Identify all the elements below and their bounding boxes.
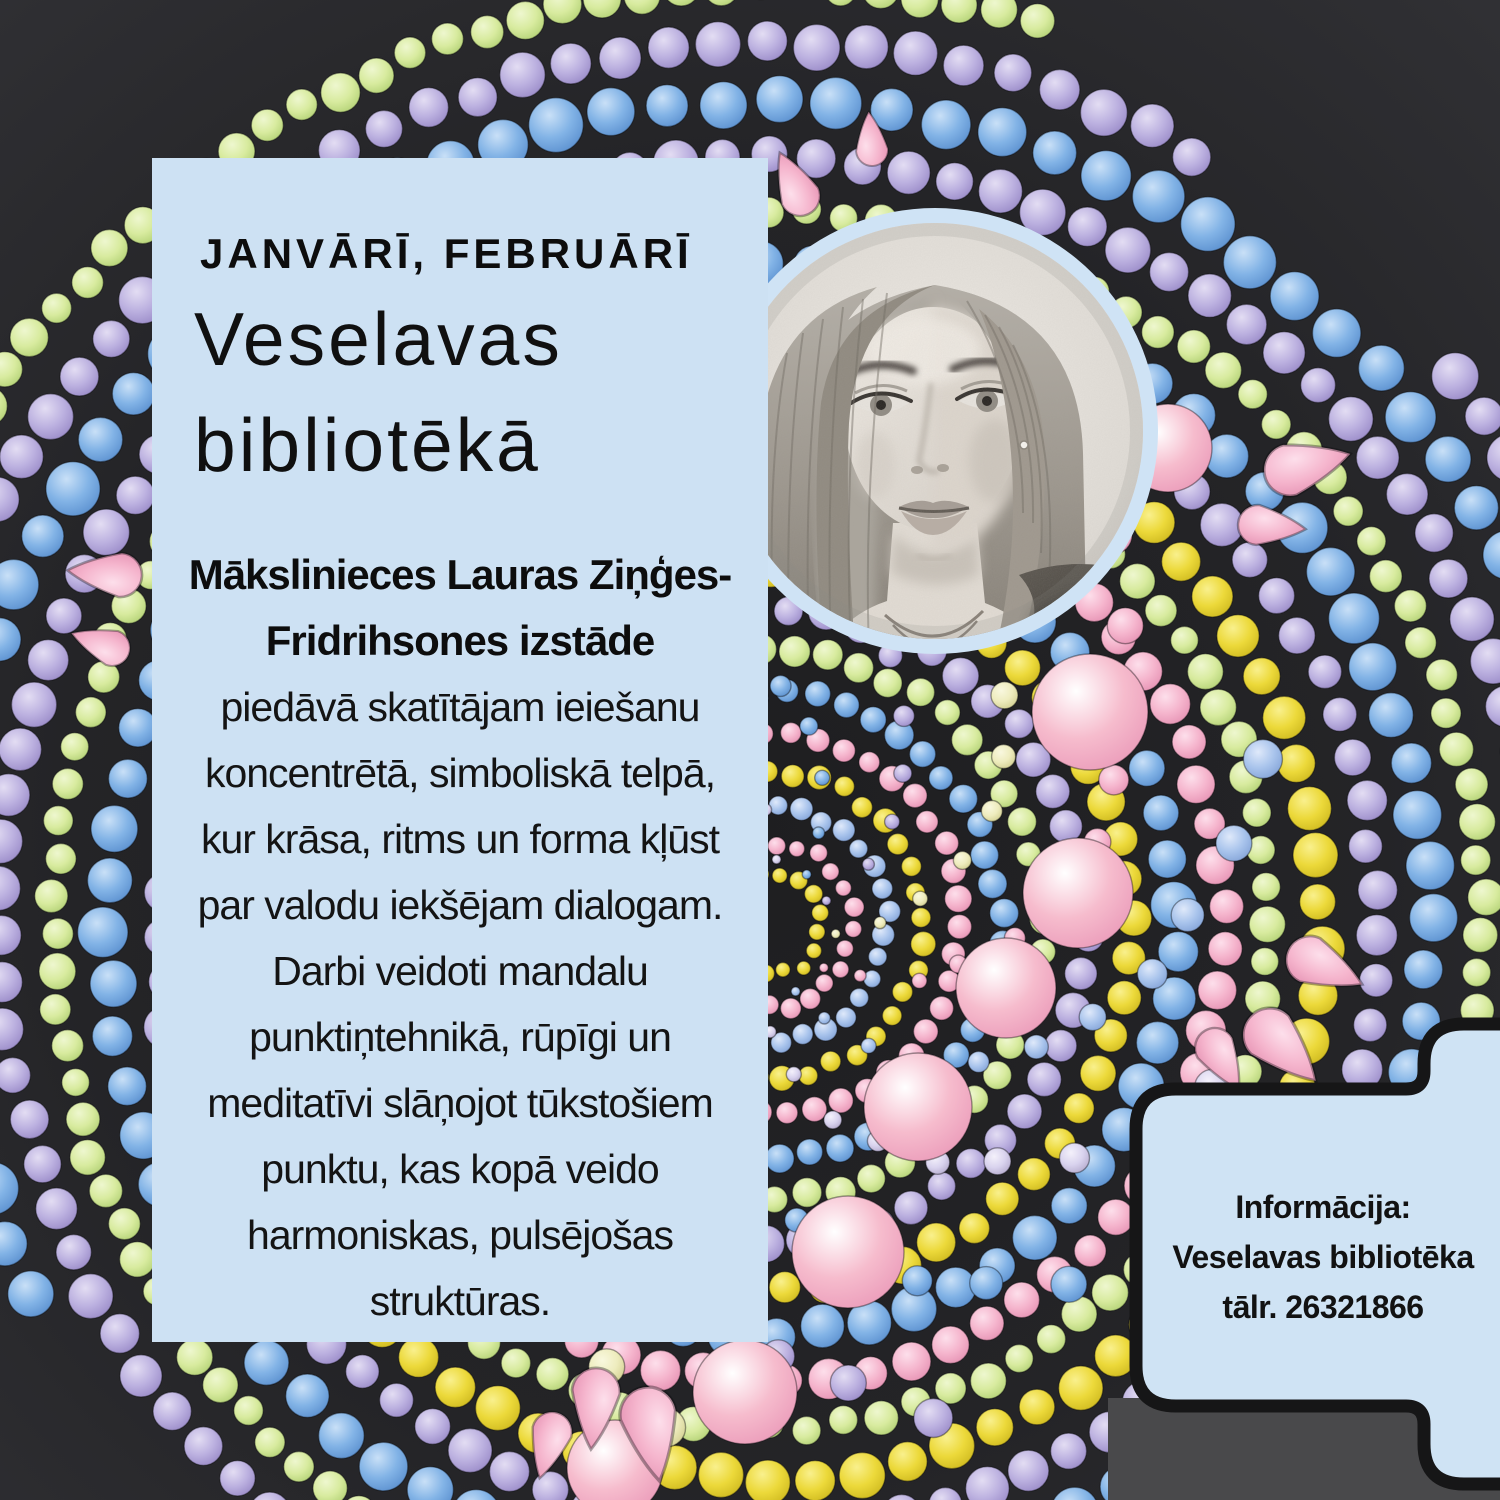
- artist-portrait-frame: [712, 208, 1158, 654]
- description-line: piedāvā skatītājam ieiešanu: [220, 684, 700, 730]
- venue-title: Veselavas bibliotēkā: [194, 297, 563, 487]
- contact-info-line-2: Veselavas bibliotēka: [1172, 1239, 1474, 1275]
- exhibition-title-line-1: Mākslinieces Lauras Ziņģes-: [188, 551, 732, 598]
- pencil-portrait-drawing: [727, 223, 1143, 639]
- description-line: Darbi veidoti mandalu: [272, 948, 648, 994]
- description-line: koncentrētā, simboliskā telpā,: [204, 750, 716, 796]
- exhibition-title: [152, 542, 768, 674]
- exhibition-description: [152, 674, 768, 1334]
- description-line: punktu, kas kopā veido: [261, 1146, 659, 1192]
- description-line: harmoniskas, pulsējošas: [247, 1212, 673, 1258]
- contact-info-line-3: tālr. 26321866: [1222, 1289, 1424, 1325]
- description-line: par valodu iekšējam dialogam.: [197, 882, 723, 928]
- exhibition-title-line-2: Fridrihsones izstāde: [265, 617, 655, 664]
- description-line: punktiņtehnikā, rūpīgi un: [249, 1014, 671, 1060]
- period-label: JANVĀRĪ, FEBRUĀRĪ: [200, 230, 693, 277]
- description-line: kur krāsa, ritms un forma kļūst: [200, 816, 720, 862]
- description-line: meditatīvi slāņojot tūkstošiem: [207, 1080, 713, 1126]
- artist-portrait: [727, 223, 1143, 639]
- contact-info: [1150, 1182, 1496, 1332]
- info-panel: [152, 158, 768, 1342]
- contact-info-line-1: Informācija:: [1235, 1189, 1411, 1225]
- description-line: struktūras.: [369, 1278, 551, 1324]
